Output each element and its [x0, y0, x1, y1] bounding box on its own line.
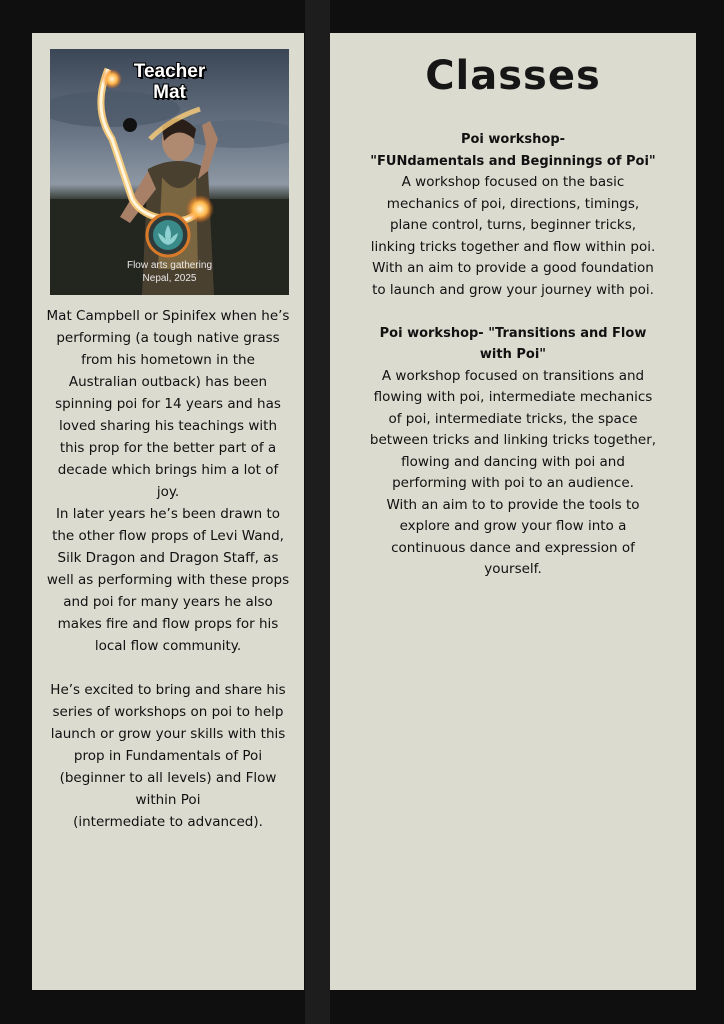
photo-title-line1: Teacher: [133, 61, 206, 82]
photo-title-line2: Mat: [153, 82, 186, 103]
workshop1-aim: With an aim to provide a good foundation to launch and grow your journey with poi.: [372, 260, 654, 298]
bio-paragraph: He’s excited to bring and share his series of workshops on poi to help launch or grow your skills with this prop in Fundamentals of Poi (beginner to all levels) and Flow within Poi: [50, 682, 286, 808]
photo-caption-line1: Flow arts gathering: [126, 260, 213, 271]
bio-paragraph: (intermediate to advanced).: [73, 814, 263, 830]
center-divider: [305, 0, 330, 1024]
teacher-bio: [46, 305, 290, 833]
classes-list: [366, 129, 660, 581]
classes-title: Classes: [425, 53, 601, 99]
workshop1-heading-line2: "FUNdamentals and Beginnings of Poi": [370, 153, 656, 169]
classes-panel: [330, 33, 696, 990]
photo-caption: [50, 259, 289, 285]
bio-paragraph: Mat Campbell or Spinifex when he’s performing (a tough native grass from his hometown in the Australian outback) has been spinning poi for 14 years and has loved sharing his teachings with this prop for the better part of a decade which brings him a lot of joy.: [46, 308, 290, 500]
bio-paragraph: In later years he’s been drawn to the other flow props of Levi Wand, Silk Dragon and Dragon Staff, as well as performing with these props and poi for many years he also makes fire and flow props for his local flow community.: [46, 506, 290, 654]
photo-title: [50, 61, 289, 103]
workshop1-heading-line1: Poi workshop-: [460, 132, 566, 147]
teacher-photo: [50, 49, 289, 295]
workshop2-aim: With an aim to to provide the tools to explore and grow your flow into a continuous dance and expression of yourself.: [386, 496, 640, 577]
teacher-panel: [32, 33, 304, 990]
workshop2-description: A workshop focused on transitions and flowing with poi, intermediate mechanics of poi, intermediate tricks, the space between tricks and linking tricks together, flowing and dancing with poi and performing with poi to an audience.: [369, 367, 657, 491]
workshop1-description: A workshop focused on the basic mechanics of poi, directions, timings, plane control, turns, beginner tricks, linking tricks together and flow within poi.: [370, 174, 656, 255]
photo-caption-line2: Nepal, 2025: [142, 273, 197, 284]
workshop2-heading: Poi workshop- "Transitions and Flow with Poi": [379, 325, 647, 362]
